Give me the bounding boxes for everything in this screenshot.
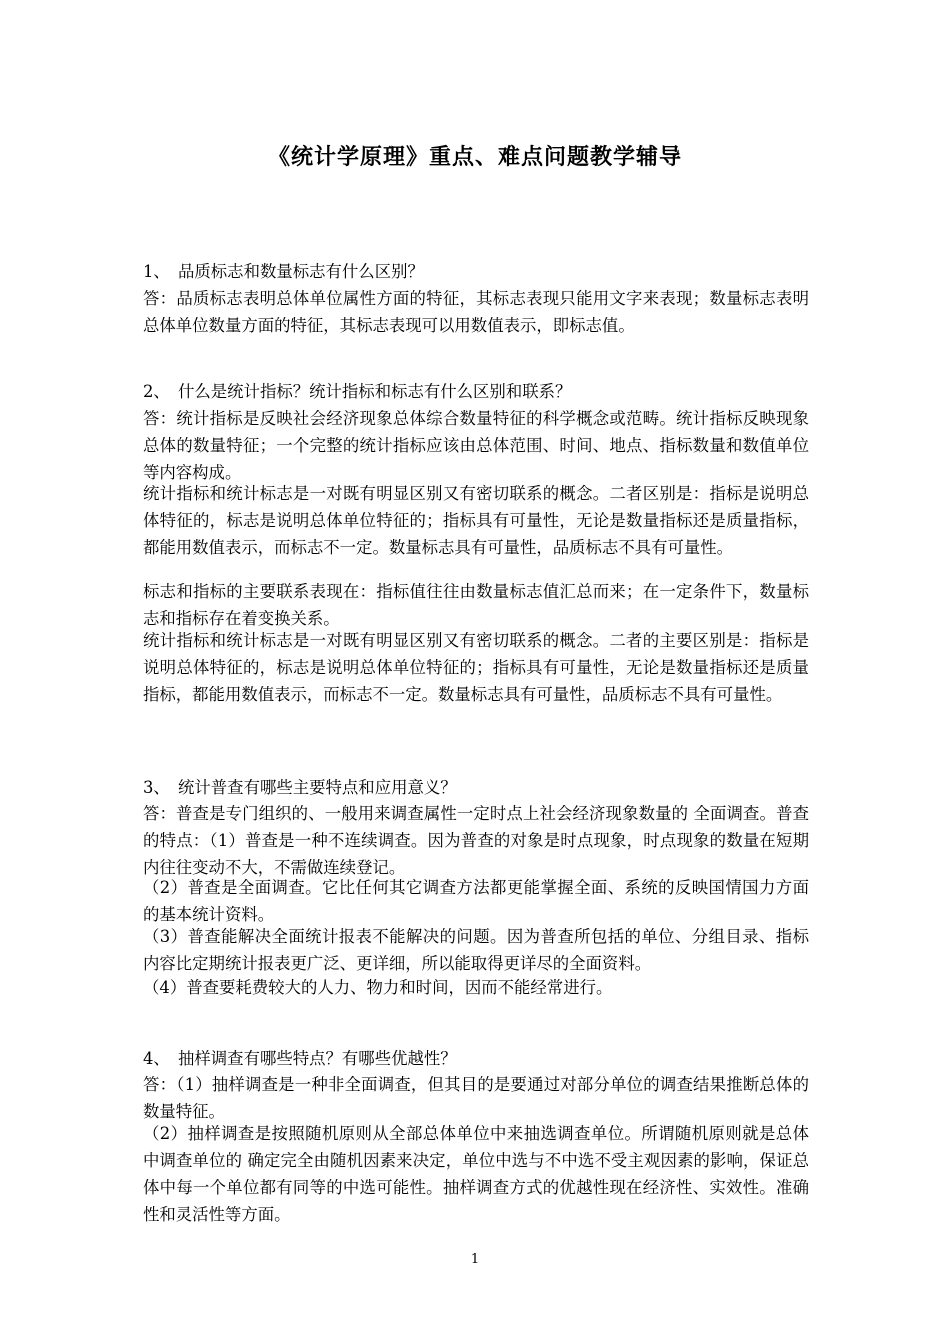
document-title: 《统计学原理》重点、难点问题教学辅导 <box>267 145 682 170</box>
question-4: 4、 抽样调查有哪些特点？有哪些优越性？ <box>143 1049 457 1068</box>
answer-1-para-1: 答：品质标志表明总体单位属性方面的特征，其标志表现只能用文字来表现；数量标志表明总体单位数量方面的特征，其标志表现可以用数值表示，即标志值。 <box>143 289 809 335</box>
answer-2-para-3: 标志和指标的主要联系表现在：指标值往往由数量标志值汇总而来；在一定条件下，数量标志和指标存在着变换关系。 <box>143 582 809 628</box>
question-3: 3、 统计普查有哪些主要特点和应用意义？ <box>143 778 457 797</box>
answer-2-para-1: 答：统计指标是反映社会经济现象总体综合数量特征的科学概念或范畴。统计指标反映现象总体的数量特征；一个完整的统计指标应该由总体范围、时间、地点、指标数量和数值单位等内容构成。 <box>143 409 809 482</box>
question-1: 1、 品质标志和数量标志有什么区别？ <box>143 262 424 281</box>
page-number: 1 <box>470 1252 480 1267</box>
answer-2-para-4: 统计指标和统计标志是一对既有明显区别又有密切联系的概念。二者的主要区别是：指标是说明总体特征的，标志是说明总体单位特征的；指标具有可量性，无论是数量指标还是质量指标，都能用数值表示，而标志不一定。数量标志具有可量性，品质标志不具有可量性。 <box>143 631 809 704</box>
answer-4-para-2: （2）抽样调查是按照随机原则从全部总体单位中来抽选调查单位。所谓随机原则就是总体中调查单位的 确定完全由随机因素来决定，单位中选与不中选不受主观因素的影响，保证总体中每一个单位都有同等的中选可能性。抽样调查方式的优越性现在经济性、实效性。准确性和灵活性等方面。 <box>143 1124 809 1224</box>
answer-3-para-1: 答：普查是专门组织的、一般用来调查属性一定时点上社会经济现象数量的 全面调查。普查的特点：（1）普查是一种不连续调查。因为普查的对象是时点现象，时点现象的数量在短期内往往变动不大，不需做连续登记。 <box>143 804 809 877</box>
answer-4-para-1: 答：（1）抽样调查是一种非全面调查，但其目的是要通过对部分单位的调查结果推断总体的数量特征。 <box>143 1075 809 1121</box>
question-2: 2、 什么是统计指标？统计指标和标志有什么区别和联系？ <box>143 382 572 401</box>
answer-3-para-4: （4）普查要耗费较大的人力、物力和时间，因而不能经常进行。 <box>143 978 613 997</box>
answer-3-para-3: （3）普查能解决全面统计报表不能解决的问题。因为普查所包括的单位、分组目录、指标内容比定期统计报表更广泛、更详细，所以能取得更详尽的全面资料。 <box>143 927 809 973</box>
answer-2-para-2: 统计指标和统计标志是一对既有明显区别又有密切联系的概念。二者区别是：指标是说明总体特征的，标志是说明总体单位特征的；指标具有可量性，无论是数量指标还是质量指标，都能用数值表示，而标志不一定。数量标志具有可量性，品质标志不具有可量性。 <box>143 484 809 557</box>
answer-3-para-2: （2）普查是全面调查。它比任何其它调查方法都更能掌握全面、系统的反映国情国力方面的基本统计资料。 <box>143 878 809 924</box>
